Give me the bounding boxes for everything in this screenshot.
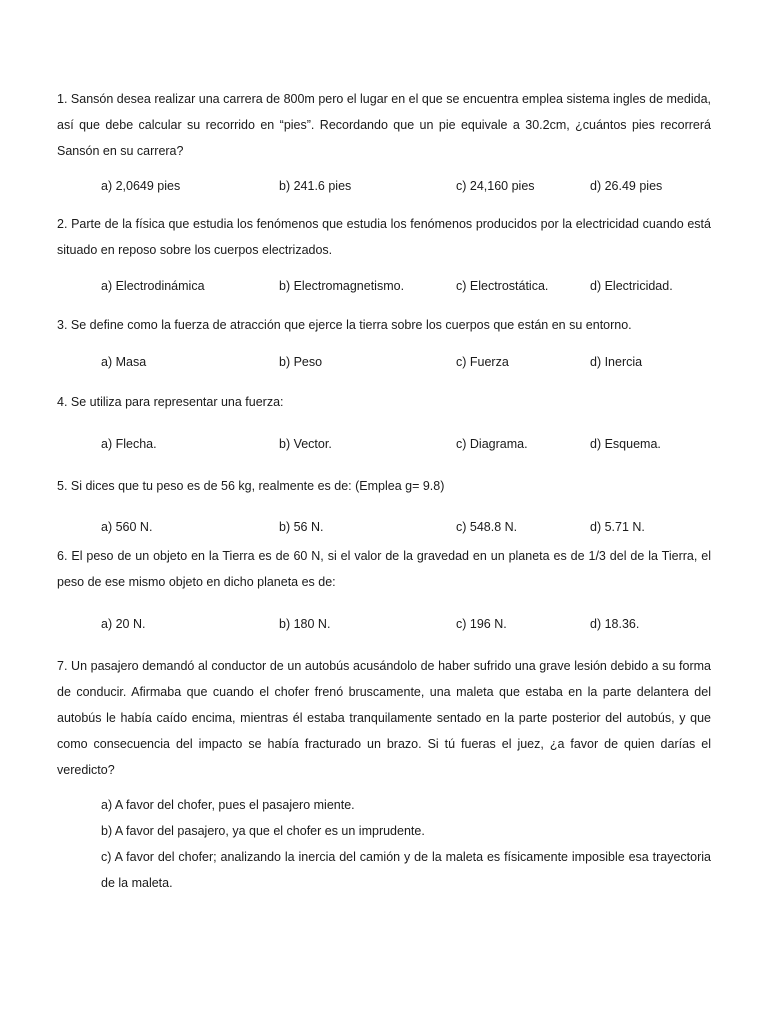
option-1d: d) 26.49 pies	[590, 179, 663, 193]
option-3b: b) Peso	[279, 355, 323, 369]
option-5a: a) 560 N.	[101, 520, 153, 534]
option-4c: c) Diagrama.	[456, 437, 528, 451]
question-2-text: 2. Parte de la física que estudia los fenómenos que estudia los fenómenos producidos por la electricidad cuando está situado en reposo sobre los cuerpos electrizados.	[57, 217, 711, 257]
question-1-text: 1. Sansón desea realizar una carrera de 800m pero el lugar en el que se encuentra emplea sistema ingles de medida, así que debe calcular su recorrido en “pies”. Recordando que un pie equivale a 30.2cm, ¿cuántos pies recorrerá Sansón en su carrera?	[57, 92, 711, 158]
option-7a: a) A favor del chofer, pues el pasajero miente.	[101, 798, 355, 812]
question-3-text: 3. Se define como la fuerza de atracción que ejerce la tierra sobre los cuerpos que están en su entorno.	[57, 318, 632, 332]
question-5-options	[101, 520, 721, 540]
option-1b: b) 241.6 pies	[279, 179, 352, 193]
option-3a: a) Masa	[101, 355, 147, 369]
option-2d: d) Electricidad.	[590, 279, 673, 293]
question-5-text: 5. Si dices que tu peso es de 56 kg, realmente es de: (Emplea g= 9.8)	[57, 479, 445, 493]
question-4-text: 4. Se utiliza para representar una fuerza:	[57, 395, 284, 409]
option-5d: d) 5.71 N.	[590, 520, 645, 534]
option-2b: b) Electromagnetismo.	[279, 279, 405, 293]
option-1a: a) 2,0649 pies	[101, 179, 181, 193]
question-6-text: 6. El peso de un objeto en la Tierra es de 60 N, si el valor de la gravedad en un planeta es de 1/3 del de la Tierra, el peso de ese mismo objeto en dicho planeta es de:	[57, 549, 711, 589]
question-7-text: 7. Un pasajero demandó al conductor de un autobús acusándolo de haber sufrido una grave lesión debido a su forma de conducir. Afirmaba que cuando el chofer frenó bruscamente, una maleta que estaba en la parte delantera del autobús le había caído encima, mientras él estaba tranquilamente sentado en la parte posterior del autobús, y que como consecuencia del impacto se había fracturado un brazo. Si tú fueras el juez, ¿a favor de quien darías el veredicto?	[57, 659, 711, 777]
option-4b: b) Vector.	[279, 437, 332, 451]
option-4a: a) Flecha.	[101, 437, 157, 451]
option-5c: c) 548.8 N.	[456, 520, 518, 534]
question-6-options	[101, 617, 721, 637]
option-6c: c) 196 N.	[456, 617, 507, 631]
question-1-options	[101, 179, 721, 199]
question-2-options	[101, 279, 721, 299]
option-3d: d) Inercia	[590, 355, 643, 369]
question-4-options	[101, 437, 721, 457]
option-7b: b) A favor del pasajero, ya que el chofer es un imprudente.	[101, 824, 425, 838]
option-4d: d) Esquema.	[590, 437, 661, 451]
option-5b: b) 56 N.	[279, 520, 324, 534]
option-6d: d) 18.36.	[590, 617, 640, 631]
option-1c: c) 24,160 pies	[456, 179, 535, 193]
option-6b: b) 180 N.	[279, 617, 331, 631]
option-6a: a) 20 N.	[101, 617, 146, 631]
option-7c: c) A favor del chofer; analizando la inercia del camión y de la maleta es físicamente imposible esa trayectoria de la maleta.	[101, 850, 711, 890]
question-3-options	[101, 355, 721, 375]
option-3c: c) Fuerza	[456, 355, 509, 369]
option-2c: c) Electrostática.	[456, 279, 549, 293]
option-2a: a) Electrodinámica	[101, 279, 205, 293]
